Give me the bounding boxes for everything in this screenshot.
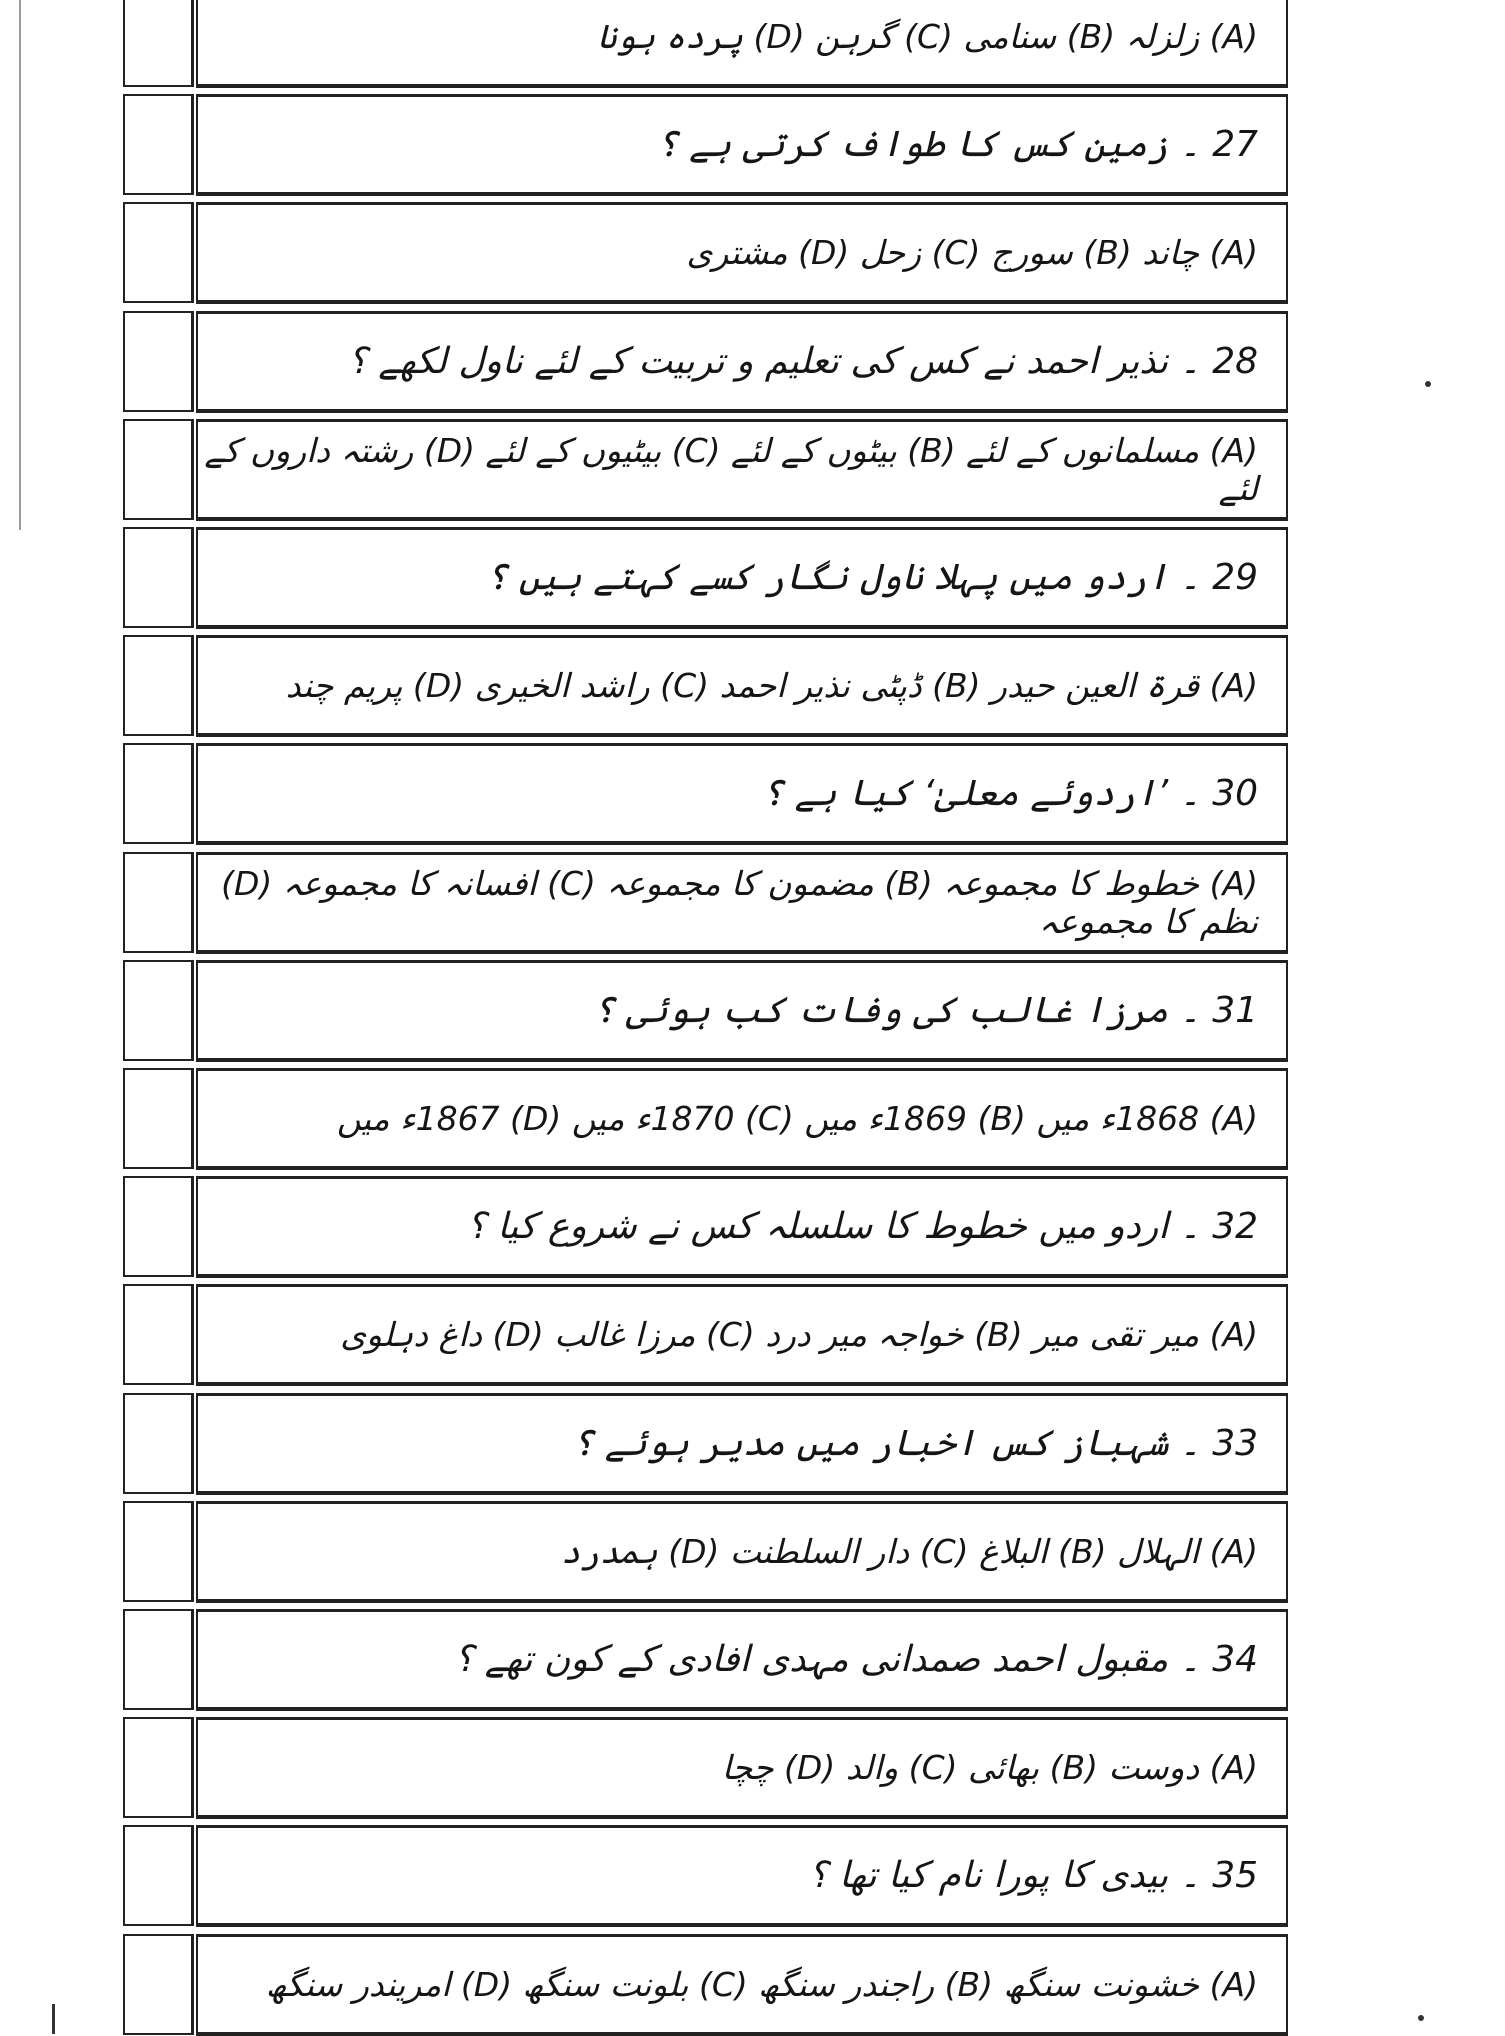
text-container <box>809 1828 1258 1923</box>
answer-box <box>123 94 194 195</box>
options-box <box>196 1068 1288 1170</box>
answer-box <box>123 960 194 1061</box>
text-container <box>337 1071 1258 1166</box>
answer-box <box>123 1501 194 1602</box>
text-container <box>572 1396 1258 1491</box>
answer-box <box>123 852 194 953</box>
question-box <box>196 311 1288 413</box>
text-container <box>286 638 1258 733</box>
text-container <box>597 0 1258 84</box>
question-row <box>0 743 1400 844</box>
question-row <box>0 960 1400 1061</box>
question-box <box>196 1176 1288 1278</box>
question-row <box>0 1609 1400 1710</box>
options-row <box>0 852 1400 953</box>
answer-box <box>123 1825 194 1926</box>
text-container <box>467 1179 1258 1274</box>
question-box <box>196 527 1288 629</box>
question-text: 28 ۔ نذیر احمد نے کس کی تعلیم و تربیت کے لئے ناول لکھے ؟ <box>347 340 1258 382</box>
question-text: 29 ۔ اردو میں پہلا ناول نگار کسے کہتے ہیں ؟ <box>486 556 1258 598</box>
options-box <box>196 1284 1288 1386</box>
text-container <box>722 1720 1258 1815</box>
answer-box <box>123 1068 194 1169</box>
answer-box <box>123 419 194 520</box>
options-row <box>0 1068 1400 1169</box>
text-container <box>593 963 1258 1058</box>
text-container <box>762 746 1258 841</box>
text-container <box>454 1612 1258 1707</box>
answer-box <box>123 1393 194 1494</box>
question-box <box>196 94 1288 196</box>
answer-box <box>123 527 194 628</box>
ink-dot <box>1425 381 1431 387</box>
answer-box <box>123 1934 194 2035</box>
options-text: (A) قرۃ العین حیدر (B) ڈپٹی نذیر احمد (C) راشد الخیری (D) پریم چند <box>285 665 1258 705</box>
text-container <box>657 97 1258 192</box>
options-box <box>196 1501 1288 1603</box>
options-row <box>0 1934 1400 2035</box>
question-row <box>0 94 1400 195</box>
options-box <box>196 1717 1288 1819</box>
question-box <box>196 1609 1288 1711</box>
answer-box <box>123 1284 194 1385</box>
options-row <box>0 202 1400 303</box>
options-box <box>196 852 1288 954</box>
answer-box <box>123 0 194 87</box>
text-container <box>198 855 1258 950</box>
question-box <box>196 743 1288 845</box>
options-text: (A) زلزلہ (B) سنامی (C) گرہن (D) پردہ ہونا <box>597 16 1258 56</box>
question-text: 31 ۔ مرزا غالب کی وفات کب ہوئی ؟ <box>593 989 1258 1031</box>
question-row <box>0 1393 1400 1494</box>
options-row <box>0 0 1400 87</box>
answer-box <box>123 635 194 736</box>
options-row <box>0 419 1400 520</box>
question-text: 35 ۔ بیدی کا پورا نام کیا تھا ؟ <box>808 1854 1258 1896</box>
text-container <box>486 530 1258 625</box>
text-container <box>266 1937 1258 2032</box>
options-row <box>0 1501 1400 1602</box>
options-text: (A) خشونت سنگھ (B) راجندر سنگھ (C) بلونت سنگھ (D) امریندر سنگھ <box>265 1964 1258 2004</box>
answer-box <box>123 743 194 844</box>
text-container <box>687 205 1258 300</box>
question-box <box>196 960 1288 1062</box>
options-text: (A) میر تقی میر (B) خواجہ میر درد (C) مرزا غالب (D) داغ دہلوی <box>340 1314 1258 1354</box>
answer-box <box>123 311 194 412</box>
options-text: (A) مسلمانوں کے لئے (B) بیٹوں کے لئے (C) بیٹیوں کے لئے (D) رشتہ داروں کے لئے <box>204 430 1258 508</box>
text-container <box>561 1504 1258 1599</box>
answer-box <box>123 1176 194 1277</box>
text-container <box>340 1287 1258 1382</box>
question-text: 30 ۔ ’اردوئے معلیٰ‘ کیا ہے ؟ <box>762 772 1258 814</box>
options-row <box>0 1717 1400 1818</box>
options-text: (A) دوست (B) بھائی (C) والد (D) چچا <box>721 1747 1258 1787</box>
question-text: 34 ۔ مقبول احمد صمدانی مہدی افادی کے کون تھے ؟ <box>454 1638 1258 1680</box>
question-row <box>0 1176 1400 1277</box>
question-row <box>0 527 1400 628</box>
answer-box <box>123 202 194 303</box>
options-text: (A) الہلال (B) البلاغ (C) دار السلطنت (D) ہمدرد <box>561 1531 1258 1571</box>
question-box <box>196 1393 1288 1495</box>
question-text: 32 ۔ اردو میں خطوط کا سلسلہ کس نے شروع کیا ؟ <box>466 1205 1258 1247</box>
question-row <box>0 311 1400 412</box>
options-box <box>196 1934 1288 2036</box>
options-box <box>196 635 1288 737</box>
options-box <box>196 0 1288 88</box>
options-row <box>0 635 1400 736</box>
text-container <box>348 314 1258 409</box>
question-text: 33 ۔ شہباز کس اخبار میں مدیر ہوئے ؟ <box>572 1422 1258 1464</box>
answer-box <box>123 1609 194 1710</box>
options-box <box>196 202 1288 304</box>
question-box <box>196 1825 1288 1927</box>
options-box <box>196 419 1288 521</box>
text-container <box>198 422 1258 517</box>
options-text: (A) 1868ء میں (B) 1869ء میں (C) 1870ء میں (D) 1867ء میں <box>336 1098 1258 1138</box>
question-row <box>0 1825 1400 1926</box>
options-text: (A) چاند (B) سورج (C) زحل (D) مشتری <box>686 232 1258 272</box>
options-text: (A) خطوط کا مجموعہ (B) مضمون کا مجموعہ (C) افسانہ کا مجموعہ (D) نظم کا مجموعہ <box>221 863 1258 941</box>
ink-dot <box>1418 2015 1424 2021</box>
answer-box <box>123 1717 194 1818</box>
question-text: 27 ۔ زمین کس کا طواف کرتی ہے ؟ <box>656 123 1258 165</box>
options-row <box>0 1284 1400 1385</box>
